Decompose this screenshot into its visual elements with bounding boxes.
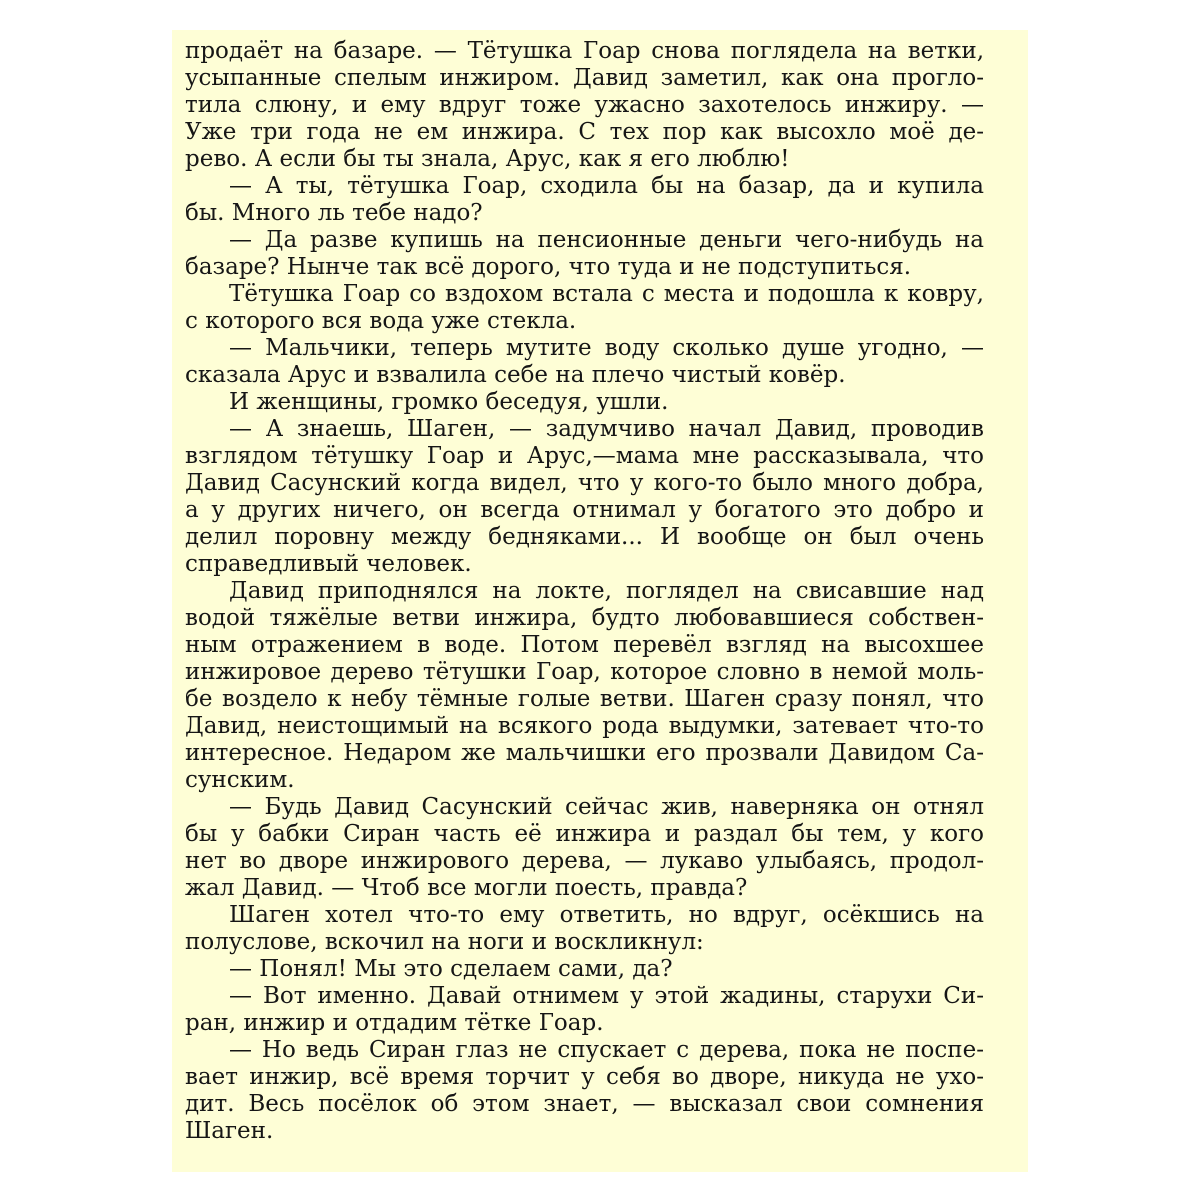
text-line: делил поровну между бедняками... И вообще он был очень [185, 524, 984, 550]
text-line: — Будь Давид Сасунский сейчас жив, наверняка он отнял [229, 794, 984, 820]
text-line: ным отражением в воде. Потом перевёл взгляд на высохшее [185, 632, 984, 658]
text-line: Уже три года не ем инжира. С тех пор как высохло моё де- [185, 119, 984, 145]
text-line: — Понял! Мы это сделаем сами, да? [229, 956, 673, 982]
text-line: дит. Весь посёлок об этом знает, — высказал свои сомнения [185, 1091, 984, 1117]
text-line: сказала Арус и взвалила себе на плечо чистый ковёр. [185, 362, 846, 388]
text-line: И женщины, громко беседуя, ушли. [229, 389, 669, 415]
text-line: бы у бабки Сиран часть её инжира и раздал бы тем, у кого [185, 821, 984, 847]
text-line: — Да разве купишь на пенсионные деньги чего-нибудь на [229, 227, 984, 253]
text-line: продаёт на базаре. — Тётушка Гоар снова поглядела на ветки, [185, 38, 984, 64]
text-line: жал Давид. — Чтоб все могли поесть, правда? [185, 875, 748, 901]
text-line: полуслове, вскочил на ноги и воскликнул: [185, 929, 704, 955]
book-page [172, 30, 1028, 1172]
text-line: бы. Много ль тебе надо? [185, 200, 483, 226]
text-line: нет во дворе инжирового дерева, — лукаво улыбаясь, продол- [185, 848, 984, 874]
text-line: а у других ничего, он всегда отнимал у богатого это добро и [185, 497, 984, 523]
text-line: — А ты, тётушка Гоар, сходила бы на базар, да и купила [229, 173, 984, 199]
text-line: базаре? Нынче так всё дорого, что туда и не подступиться. [185, 254, 912, 280]
text-line: инжировое дерево тётушки Гоар, которое словно в немой моль- [185, 659, 984, 685]
text-line: — Мальчики, теперь мутите воду сколько душе угодно, — [229, 335, 984, 361]
text-line: ран, инжир и отдадим тётке Гоар. [185, 1010, 604, 1036]
text-line: водой тяжёлые ветви инжира, будто любовавшиеся собствен- [185, 605, 984, 631]
text-line: с которого вся вода уже стекла. [185, 308, 577, 334]
text-line: Тётушка Гоар со вздохом встала с места и подошла к ковру, [229, 281, 984, 307]
text-line: рево. А если бы ты знала, Арус, как я его люблю! [185, 146, 790, 172]
text-line: — Но ведь Сиран глаз не спускает с дерева, пока не поспе- [229, 1037, 984, 1063]
text-line: тила слюну, и ему вдруг тоже ужасно захотелось инжиру. — [185, 92, 984, 118]
text-line: Давид приподнялся на локте, поглядел на свисавшие над [229, 578, 984, 604]
text-line: бе воздело к небу тёмные голые ветви. Шаген сразу понял, что [185, 686, 984, 712]
text-line: Шаген. [185, 1118, 274, 1144]
text-line: взглядом тётушку Гоар и Арус,—мама мне рассказывала, что [185, 443, 984, 469]
text-line: справедливый человек. [185, 551, 472, 577]
text-line: Давид, неистощимый на всякого рода выдумки, затевает что-то [185, 713, 984, 739]
text-line: усыпанные спелым инжиром. Давид заметил, как она прогло- [185, 65, 984, 91]
text-line: интересное. Недаром же мальчишки его прозвали Давидом Са- [185, 740, 984, 766]
text-line: Давид Сасунский когда видел, что у кого-то было много добра, [185, 470, 984, 496]
text-line: сунским. [185, 767, 295, 793]
text-line: — А знаешь, Шаген, — задумчиво начал Давид, проводив [229, 416, 984, 442]
text-line: Шаген хотел что-то ему ответить, но вдруг, осёкшись на [229, 902, 984, 928]
text-line: — Вот именно. Давай отнимем у этой жадины, старухи Си- [229, 983, 984, 1009]
text-line: вает инжир, всё время торчит у себя во дворе, никуда не ухо- [185, 1064, 984, 1090]
